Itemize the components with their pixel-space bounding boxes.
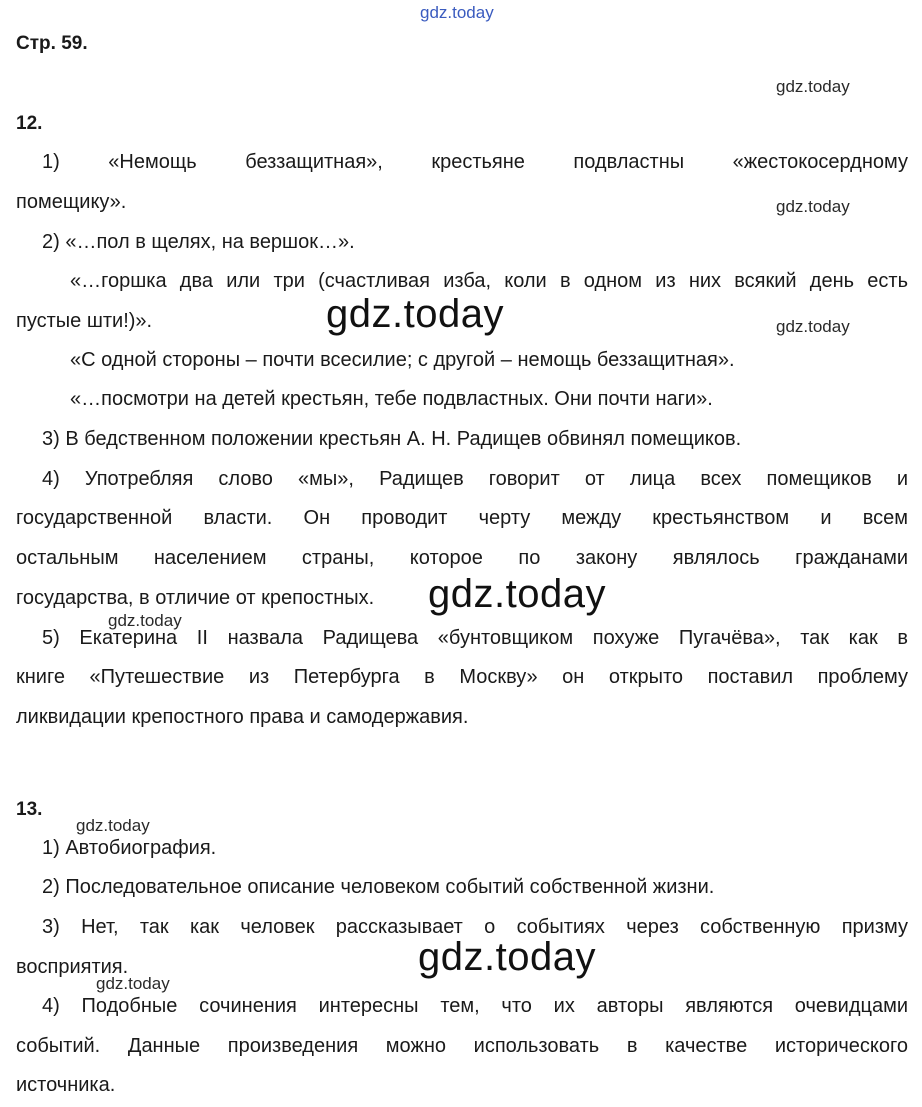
task-13-line: событий. Данные произведения можно использовать в качестве исторического <box>16 1035 908 1057</box>
task-12-line: 3) В бедственном положении крестьян А. Н. Радищев обвинял помещиков. <box>42 428 742 450</box>
page-reference: Стр. 59. <box>16 33 88 54</box>
watermark-small: gdz.today <box>108 611 182 630</box>
task-13-line: источника. <box>16 1074 116 1096</box>
task-12-line: ликвидации крепостного права и самодержавия. <box>16 706 469 728</box>
task-12-line: «…посмотри на детей крестьян, тебе подвластных. Они почти наги». <box>70 388 713 410</box>
task-12-line: помещику». <box>16 191 127 213</box>
watermark-small: gdz.today <box>96 974 170 993</box>
task-12-line: 4) Употребляя слово «мы», Радищев говорит от лица всех помещиков и <box>42 468 908 490</box>
task-12-line: пустые шти!)». <box>16 310 153 332</box>
task-13-number: 13. <box>16 799 43 820</box>
watermark-large: gdz.today <box>428 572 606 616</box>
task-12-number: 12. <box>16 113 43 134</box>
watermark-top: gdz.today <box>420 3 494 22</box>
task-13-line: 2) Последовательное описание человеком событий собственной жизни. <box>42 876 715 898</box>
task-12-line: «С одной стороны – почти всесилие; с другой – немощь беззащитная». <box>70 349 735 371</box>
watermark-large: gdz.today <box>418 935 596 979</box>
watermark-small: gdz.today <box>776 77 850 96</box>
watermark-large: gdz.today <box>326 292 504 336</box>
task-12-line: 1) «Немощь беззащитная», крестьяне подвластны «жестокосердному <box>42 151 908 173</box>
task-13-line: 1) Автобиография. <box>42 837 217 859</box>
task-13-line: восприятия. <box>16 956 129 978</box>
watermark-small: gdz.today <box>76 816 150 835</box>
task-12-line: книге «Путешествие из Петербурга в Москву» он открыто поставил проблему <box>16 666 908 688</box>
watermark-small: gdz.today <box>776 317 850 336</box>
task-12-line: 2) «…пол в щелях, на вершок…». <box>42 231 355 253</box>
task-12-line: государственной власти. Он проводит черту между крестьянством и всем <box>16 507 908 529</box>
task-12-line: «…горшка два или три (счастливая изба, коли в одном из них всякий день есть <box>70 270 908 292</box>
task-12-line: государства, в отличие от крепостных. <box>16 587 375 609</box>
task-12-line: 5) Екатерина II назвала Радищева «бунтовщиком похуже Пугачёва», так как в <box>42 627 908 649</box>
task-13-line: 3) Нет, так как человек рассказывает о событиях через собственную призму <box>42 916 908 938</box>
task-12-line: остальным населением страны, которое по закону являлось гражданами <box>16 547 908 569</box>
watermark-small: gdz.today <box>776 197 850 216</box>
task-13-line: 4) Подобные сочинения интересны тем, что их авторы являются очевидцами <box>42 995 908 1017</box>
